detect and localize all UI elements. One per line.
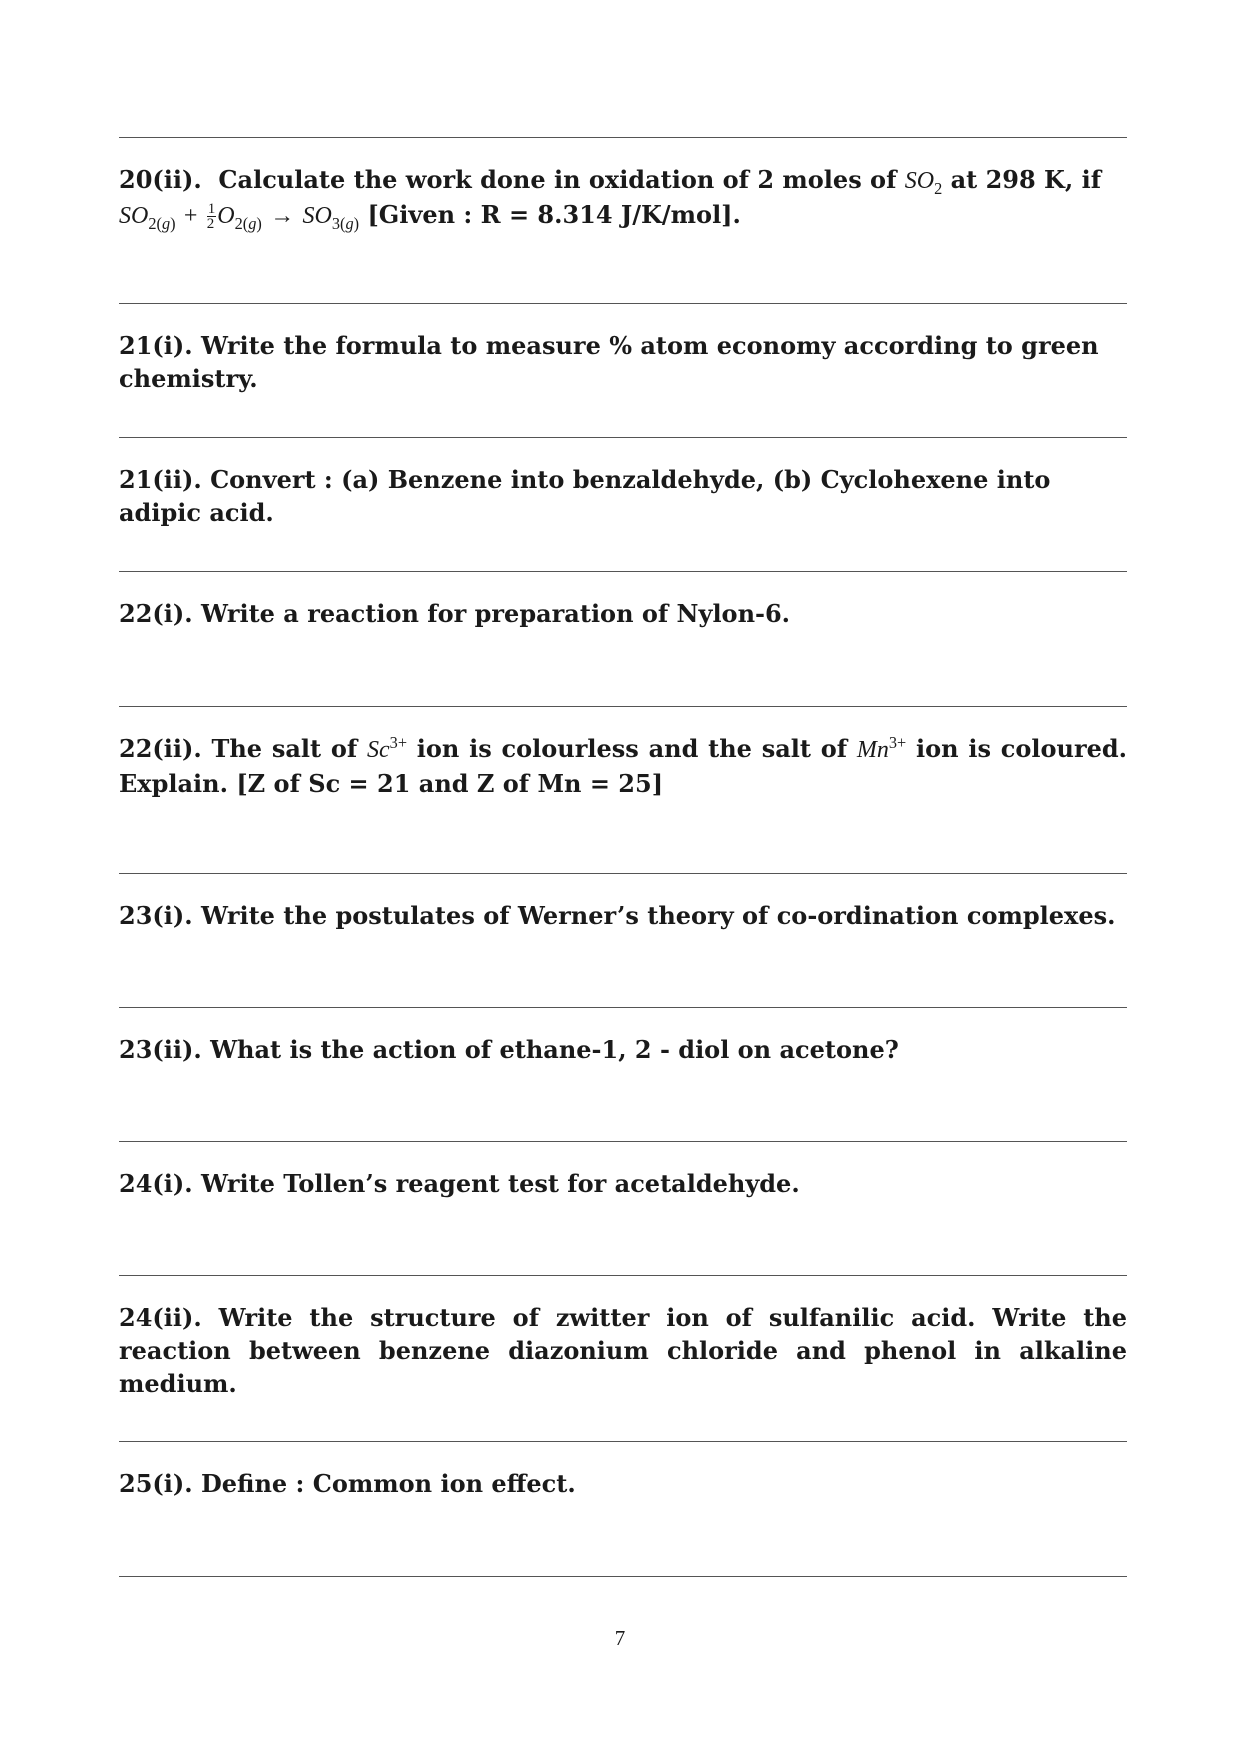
question-text: Calculate the work done in oxidation of 2 moles of: [218, 165, 897, 194]
question-label: 24(ii).: [119, 1303, 202, 1332]
question-label: 20(ii).: [119, 165, 202, 194]
separator-rule: [119, 137, 1127, 138]
question-label: 23(ii).: [119, 1035, 202, 1064]
separator-rule: [119, 873, 1127, 874]
question-text: at 298 K, if: [950, 165, 1102, 194]
question-text: What is the action of ethane-1, 2 - diol on acetone?: [210, 1035, 899, 1064]
question-21-ii: [119, 463, 1127, 529]
question-text: Define : Common ion effect.: [200, 1469, 576, 1498]
question-24-i: [119, 1167, 1127, 1200]
question-label: 22(ii).: [119, 734, 202, 763]
question-text: ion is coloured. Explain. [Z of Sc = 21 and Z of Mn = 25]: [119, 734, 1128, 798]
separator-rule: [119, 1576, 1127, 1577]
separator-rule: [119, 437, 1127, 438]
question-24-ii: [119, 1301, 1127, 1400]
arrow-icon: →: [270, 203, 295, 229]
question-23-ii: [119, 1033, 1127, 1066]
separator-rule: [119, 303, 1127, 304]
question-label: 24(i).: [119, 1169, 193, 1198]
question-text: Write the structure of zwitter ion of sulfanilic acid. Write the reaction between benzene diazonium chloride and phenol in alkaline medium.: [119, 1303, 1127, 1398]
fraction-half: $\frac{1}{2}$: [206, 201, 216, 232]
formula-so2: $SO_2$: [904, 168, 943, 198]
separator-rule: [119, 1275, 1127, 1276]
ion-sc: $Sc^{3+}$: [367, 733, 408, 763]
question-22-i: [119, 597, 1127, 630]
question-text: Write the formula to measure % atom economy according to green chemistry.: [119, 331, 1099, 393]
question-20-ii: [119, 163, 1127, 233]
separator-rule: [119, 706, 1127, 707]
question-label: 21(i).: [119, 331, 193, 360]
separator-rule: [119, 571, 1127, 572]
question-25-i: [119, 1467, 1127, 1500]
question-text: Convert : (a) Benzene into benzaldehyde, (b) Cyclohexene into adipic acid.: [119, 465, 1051, 527]
page-number: 7: [614, 1626, 626, 1650]
question-label: 23(i).: [119, 901, 193, 930]
separator-rule: [119, 1441, 1127, 1442]
separator-rule: [119, 1141, 1127, 1142]
question-23-i: [119, 899, 1127, 932]
reaction-equation: $SO_{2(g)}$ + $\frac{1}{2}$ $O_{2(g)} \to SO_{3(g)}$: [119, 201, 360, 233]
question-22-ii: [119, 732, 1127, 800]
question-21-i: [119, 329, 1127, 395]
question-text: Write Tollen’s reagent test for acetaldehyde.: [200, 1169, 800, 1198]
question-text: [Given : R = 8.314 J/K/mol].: [367, 200, 741, 229]
question-label: 25(i).: [119, 1469, 193, 1498]
question-text: Write the postulates of Werner’s theory of co-ordination complexes.: [200, 901, 1116, 930]
separator-rule: [119, 1007, 1127, 1008]
question-text: Write a reaction for preparation of Nylon-6.: [200, 599, 791, 628]
ion-mn: $Mn^{3+}$: [856, 733, 907, 763]
question-label: 21(ii).: [119, 465, 202, 494]
question-text: The salt of: [211, 734, 358, 763]
question-label: 22(i).: [119, 599, 193, 628]
question-text: ion is colourless and the salt of: [416, 734, 848, 763]
